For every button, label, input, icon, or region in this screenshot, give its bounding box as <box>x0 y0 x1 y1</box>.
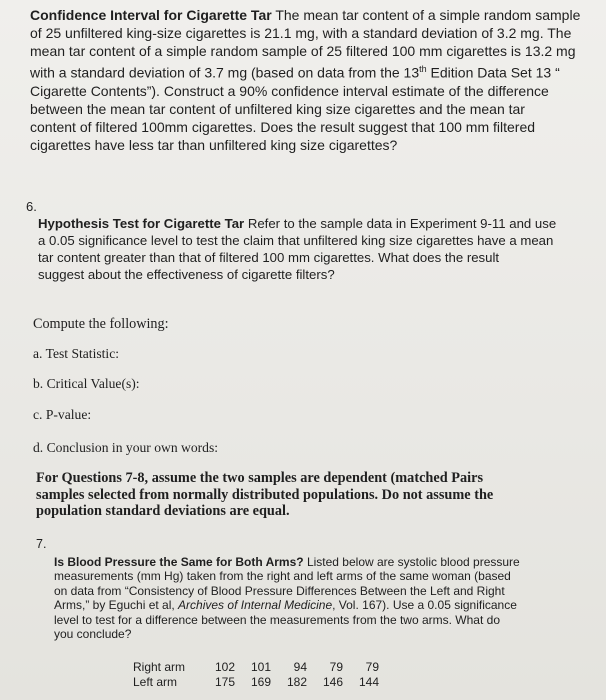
table-cell: 182 <box>286 675 307 689</box>
problem-5-title: Confidence Interval for Cigarette Tar <box>30 7 272 23</box>
problem-5-line-4: with a standard deviation of 3.7 mg (based on data from the 13th Edition Data Set 13 “ <box>30 64 560 81</box>
compute-heading: Compute the following: <box>33 316 169 332</box>
instructions-line-3: population standard deviations are equal. <box>36 503 290 519</box>
problem-5-line-5: Cigarette Contents”). Construct a 90% confidence interval estimate of the difference <box>30 82 549 99</box>
row-label-left-arm: Left arm <box>133 675 178 689</box>
instructions-line-1: For Questions 7-8, assume the two samples are dependent (matched Pairs <box>36 470 484 486</box>
row-label-right-arm: Right arm <box>133 660 186 674</box>
problem-5-line-1: Confidence Interval for Cigarette Tar The mean tar content of a simple random sample <box>30 7 581 23</box>
problem-6-line-1: Hypothesis Test for Cigarette Tar Refer to the sample data in Experiment 9-11 and use <box>38 216 557 231</box>
questions-7-8-instructions <box>36 470 556 520</box>
problem-5-line-8: cigarettes have less tar than unfiltered king size cigarettes? <box>30 136 398 153</box>
problem-5-line-3: mean tar content of a simple random sample of 25 filtered 100 mm cigarettes is 13.2 mg <box>30 43 576 59</box>
problem-5-text <box>30 6 592 154</box>
item-p-value: c. P-value: <box>33 407 92 422</box>
item-conclusion: d. Conclusion in your own words: <box>33 440 219 455</box>
item-critical-values: b. Critical Value(s): <box>33 376 140 391</box>
problem-5-line-7: content of filtered 100mm cigarettes. Does the result suggest that 100 mm filtered <box>30 118 536 135</box>
problem-6-line-2: a 0.05 significance level to test the claim that unfiltered king size cigarettes have a mean <box>38 233 554 248</box>
table-cell: 79 <box>329 660 343 674</box>
problem-7-line-5: level to test for a difference between the measurements from the two arms. What do <box>54 612 500 627</box>
instructions-line-2: samples selected from normally distributed populations. Do not assume the <box>36 486 494 503</box>
problem-7-line-1: Is Blood Pressure the Same for Both Arms? Listed below are systolic blood pressure <box>54 555 520 569</box>
problem-7-line-6: you conclude? <box>54 627 132 642</box>
table-cell: 169 <box>250 675 271 689</box>
table-row <box>133 675 379 690</box>
table-cell: 175 <box>214 675 235 689</box>
problem-6-number: 6. <box>26 199 37 214</box>
item-test-statistic: a. Test Statistic: <box>33 346 120 361</box>
table-cell: 102 <box>214 660 235 674</box>
problem-6-line-3: tar content greater than that of filtered 100 mm cigarettes. What does the result <box>38 250 500 265</box>
table-row <box>133 660 379 675</box>
problem-7-line-4: Arms,” by Eguchi et al, Archives of Internal Medicine, Vol. 167). Use a 0.05 significance <box>54 598 517 613</box>
table-cell: 79 <box>365 660 379 674</box>
table-cell: 94 <box>293 660 307 674</box>
table-cell: 146 <box>322 675 343 689</box>
problem-7-line-2: measurements (mm Hg) taken from the right and left arms of the same woman (based <box>54 569 511 584</box>
table-cell: 144 <box>358 675 379 689</box>
blood-pressure-table <box>133 660 379 690</box>
problem-5-line-6: between the mean tar content of unfiltered king size cigarettes and the mean tar <box>30 100 525 117</box>
problem-6-title: Hypothesis Test for Cigarette Tar <box>38 216 245 231</box>
problem-6-line-4: suggest about the effectiveness of cigarette filters? <box>38 267 335 282</box>
problem-7-number: 7. <box>36 537 47 551</box>
problem-6-text <box>38 215 576 283</box>
problem-7-title: Is Blood Pressure the Same for Both Arms? <box>54 555 304 569</box>
problem-5-line-2: of 25 unfiltered king-size cigarettes is 21.1 mg, with a standard deviation of 3.2 mg. The <box>30 25 572 41</box>
problem-7-line-3: on data from “Consistency of Blood Pressure Differences Between the Left and Right <box>54 583 505 598</box>
problem-7-text <box>54 555 546 641</box>
table-cell: 101 <box>250 660 271 674</box>
